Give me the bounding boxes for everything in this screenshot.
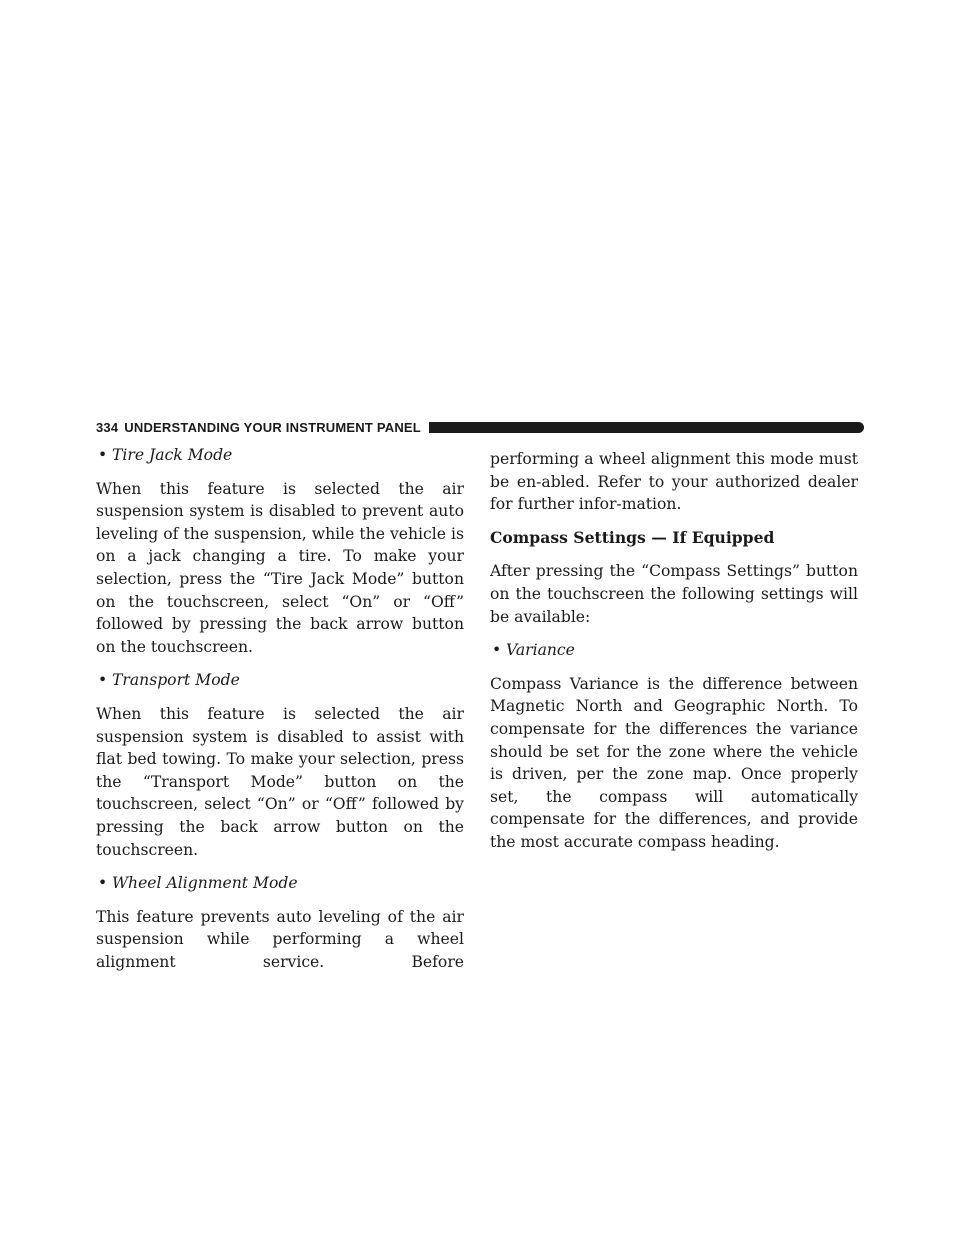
compass-settings-heading: Compass Settings — If Equipped: [490, 527, 775, 547]
compass-intro-paragraph: After pressing the “Compass Settings” button on the touchscreen the following settings will be available:: [490, 562, 858, 626]
section-title: UNDERSTANDING YOUR INSTRUMENT PANEL: [124, 419, 421, 435]
bullet-dot: •: [98, 446, 108, 464]
bullet-title: Transport Mode: [112, 671, 240, 690]
bullet-dot: •: [98, 671, 108, 690]
bullet-dot: •: [98, 874, 108, 893]
bullet-title: Wheel Alignment Mode: [112, 874, 298, 893]
transport-paragraph: When this feature is selected the air suspension system is disabled to assist with flat bed towing. To make your selection, press the “Transport Mode” button on the touchscreen, select “On” or “Off” followed by pressing the back arrow button on the touchscreen.: [96, 704, 464, 859]
tire-jack-paragraph: When this feature is selected the air suspension system is disabled to prevent auto leveling of the suspension, while the vehicle is on a jack changing a tire. To make your selection, press the “Tire Jack Mode” button on the touchscreen, select “On” or “Off” followed by pressing the back arrow button on the touchscreen.: [96, 479, 464, 656]
page-number: 334: [96, 419, 119, 435]
bullet-transport-mode: [96, 669, 464, 692]
page-header: [96, 420, 864, 434]
variance-paragraph: Compass Variance is the difference between Magnetic North and Geographic North. To compensate for the differences the variance should be set for the zone where the vehicle is driven, per the zone map. Once properly set, the compass will automatically compensate for the differences, and provide the most accurate compass heading.: [490, 674, 858, 851]
right-column: [490, 448, 858, 854]
bullet-tire-jack-mode: [96, 444, 464, 467]
wheel-alignment-continued: performing a wheel alignment this mode must be en-abled. Refer to your authorized dealer for further infor-mation.: [490, 450, 858, 514]
wheel-alignment-paragraph: This feature prevents auto leveling of the air suspension while performing a wheel alignment service. Before: [96, 907, 464, 971]
bullet-wheel-alignment-mode: [96, 872, 464, 895]
left-column: [96, 444, 464, 973]
header-bar: [429, 422, 864, 433]
bullet-title: Variance: [506, 641, 575, 660]
bullet-dot: •: [492, 641, 502, 660]
bullet-title: Tire Jack Mode: [112, 446, 233, 464]
bullet-variance: [490, 639, 858, 662]
